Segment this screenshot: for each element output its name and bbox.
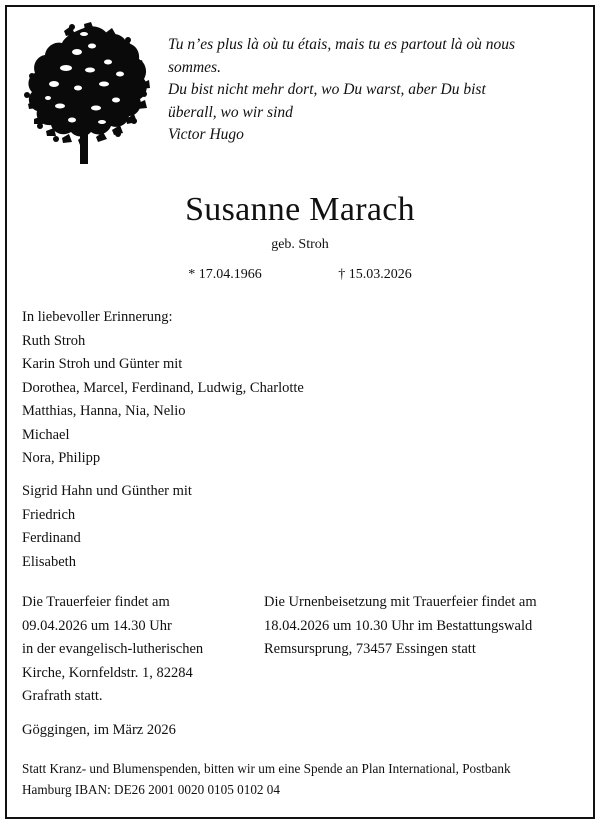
- quote-line: Du bist nicht mehr dort, wo Du warst, aber Du bist: [168, 81, 486, 98]
- funeral-line: Die Trauerfeier findet am: [22, 594, 170, 610]
- place-and-date: Göggingen, im März 2026: [22, 722, 176, 738]
- urn-burial-details: [264, 591, 580, 709]
- family-line: Friedrich: [22, 506, 76, 523]
- family-primary-block: [22, 306, 442, 471]
- deceased-name-block: [0, 190, 600, 284]
- quote-attribution: Victor Hugo: [168, 126, 244, 143]
- family-line: Ruth Stroh: [22, 332, 86, 349]
- tree-silhouette-icon: [20, 22, 150, 170]
- ceremony-details: [22, 591, 580, 709]
- family-line: Michael: [22, 426, 70, 443]
- burial-line: Remsursprung, 73457 Essingen statt: [264, 641, 476, 657]
- quote-line: Tu n’es plus là où tu étais, mais tu es partout là où nous: [168, 36, 516, 53]
- family-line: Ferdinand: [22, 530, 81, 546]
- death-date: † 15.03.2026: [338, 267, 412, 282]
- quote-line: sommes.: [168, 58, 221, 76]
- family-line: Elisabeth: [22, 553, 76, 570]
- funeral-line: 09.04.2026 um 14.30 Uhr: [22, 617, 172, 634]
- quote-line: überall, wo wir sind: [168, 103, 293, 121]
- deceased-name: Susanne Marach: [185, 191, 415, 228]
- memorial-quote: [168, 34, 578, 147]
- family-line: Matthias, Hanna, Nia, Nelio: [22, 403, 186, 419]
- family-line: Dorothea, Marcel, Ferdinand, Ludwig, Charlotte: [22, 379, 304, 396]
- life-dates: [0, 266, 600, 284]
- funeral-line: Grafrath statt.: [22, 688, 103, 704]
- family-line: Karin Stroh und Günter mit: [22, 356, 183, 372]
- family-line: Nora, Philipp: [22, 450, 101, 466]
- maiden-name: geb. Stroh: [271, 237, 329, 252]
- family-secondary-block: [22, 480, 442, 574]
- donation-line: Statt Kranz- und Blumenspenden, bitten wir um eine Spende an Plan International, Postbank: [22, 761, 511, 776]
- family-line: In liebevoller Erinnerung:: [22, 309, 173, 325]
- burial-line: Die Urnenbeisetzung mit Trauerfeier findet am: [264, 594, 537, 610]
- funeral-line: Kirche, Kornfeldstr. 1, 82284: [22, 664, 193, 681]
- donation-line: Hamburg IBAN: DE26 2001 0020 0105 0102 04: [22, 782, 280, 797]
- family-line: Sigrid Hahn und Günther mit: [22, 483, 192, 499]
- funeral-service-details: [22, 591, 264, 709]
- funeral-line: in der evangelisch-lutherischen: [22, 641, 204, 657]
- burial-line: 18.04.2026 um 10.30 Uhr im Bestattungswald: [264, 617, 533, 634]
- birth-date: * 17.04.1966: [188, 267, 262, 282]
- donation-note: [22, 758, 582, 800]
